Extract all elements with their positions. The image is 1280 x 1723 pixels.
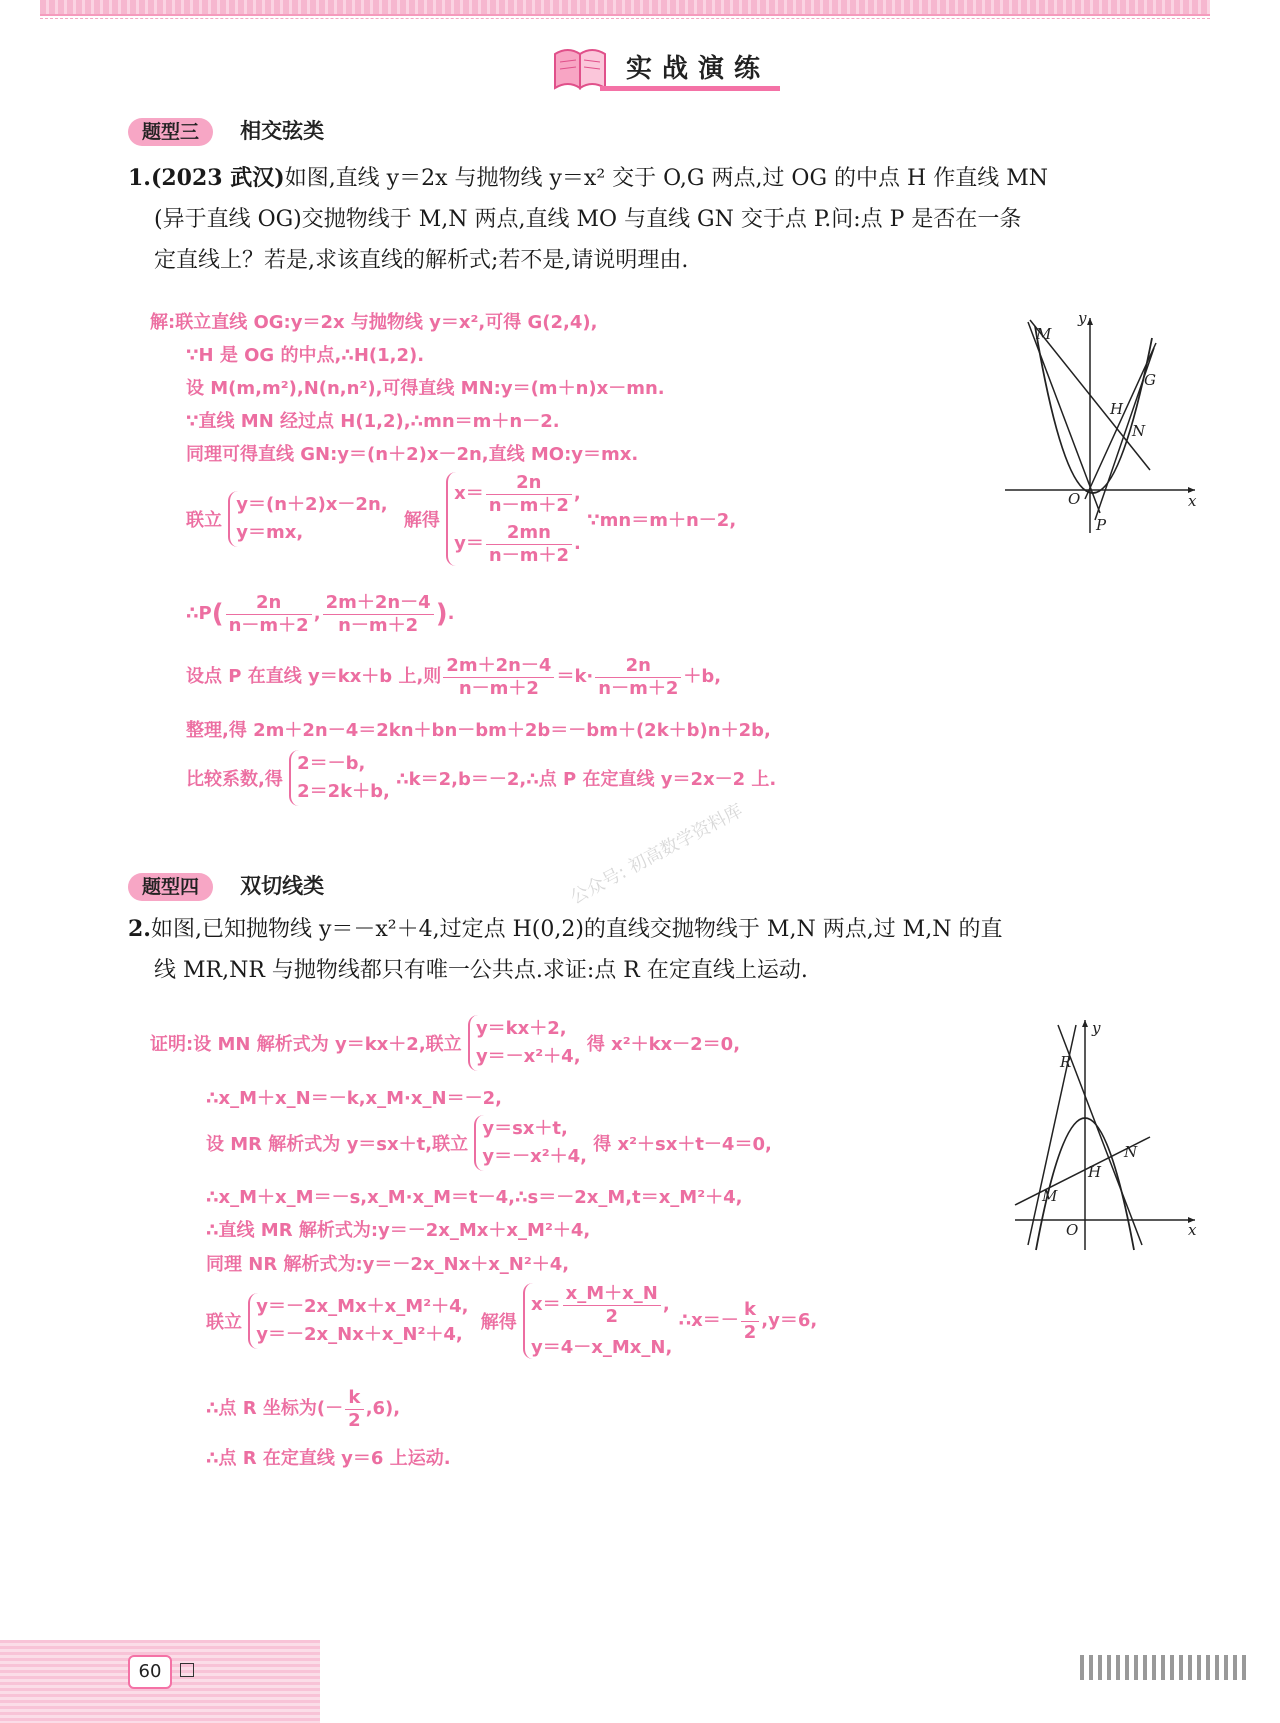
p2-y-sol: y＝4－x_Mx_N, bbox=[531, 1337, 673, 1359]
p1-set-line bbox=[186, 655, 721, 699]
p2-l5: ∴直线 MR 解析式为:y＝－2x_Mx＋x_M²＋4, bbox=[206, 1220, 591, 1241]
p1-fig-label-g: G bbox=[1144, 371, 1156, 389]
p1-p-prefix: ∴P bbox=[186, 603, 212, 625]
p2-line1 bbox=[150, 1015, 740, 1071]
p1-system-brace bbox=[228, 491, 387, 547]
p1-sys1b: y＝mx, bbox=[236, 522, 304, 544]
p2-fig-label-y: y bbox=[1092, 1019, 1101, 1037]
p1-x-eq: x＝ bbox=[454, 483, 484, 505]
p1-after-sol: ∵mn＝m＋n－2, bbox=[587, 510, 737, 532]
problem1-line3: 定直线上？若是,求该直线的解析式;若不是,请说明理由. bbox=[154, 248, 689, 273]
section4-category: 双切线类 bbox=[240, 874, 325, 898]
section-header bbox=[550, 42, 800, 98]
p2-sys1b: y＝－x²＋4, bbox=[475, 1046, 581, 1067]
p1-y-num: 2mn bbox=[486, 522, 572, 545]
p1-p-frac2 bbox=[323, 592, 434, 636]
p1-y-eq: y＝ bbox=[454, 533, 484, 555]
top-decorative-band bbox=[40, 0, 1210, 16]
p1-point-p: ∴P( $\frac{2n}{n-m+2}$ , $\frac{2m+2n-4}{n-m+2}$ ). bbox=[186, 592, 455, 636]
p1-simplify: 整理,得 2m＋2n－4＝2kn＋bn－bm＋2b＝－bm＋(2k＋b)n＋2b, bbox=[186, 720, 771, 741]
p2-fig-label-n: N bbox=[1124, 1143, 1138, 1161]
p2-sys2b: y＝－x²＋4, bbox=[482, 1146, 587, 1167]
p1-set-num2: 2n bbox=[595, 655, 681, 678]
p1-set-frac1 bbox=[443, 655, 554, 699]
p2-fig-label-m: M bbox=[1042, 1187, 1058, 1205]
p2-sys3a: y＝－2x_Mx＋x_M²＋4, bbox=[256, 1296, 469, 1318]
p1-sol-l2: ∵H 是 OG 的中点,∴H(1,2). bbox=[186, 345, 425, 366]
problem1-line2: (异于直线 OG)交抛物线于 M,N 两点,直线 MO 与直线 GN 交于点 P.问:点 P 是否在一条 bbox=[154, 207, 1022, 232]
p1-p-end: . bbox=[447, 603, 455, 625]
p2-coord-suffix: ,6), bbox=[365, 1398, 401, 1420]
p1-sol-l4: ∵直线 MN 经过点 H(1,2),∴mn＝m＋n－2. bbox=[186, 411, 560, 432]
p2-x-num: x_M＋x_N bbox=[563, 1283, 661, 1306]
top-divider bbox=[40, 18, 1210, 19]
p2-l1-prefix: 证明:设 MN 解析式为 y＝kx＋2,联立 bbox=[150, 1034, 462, 1055]
p1-cmp-a: 2＝－b, bbox=[297, 753, 366, 774]
p1-cmp-b: 2＝2k＋b, bbox=[297, 781, 390, 802]
p2-y6: ,y＝6, bbox=[761, 1310, 818, 1332]
p2-coord-line bbox=[206, 1387, 400, 1431]
p2-x-frac bbox=[563, 1283, 661, 1327]
problem2-figure bbox=[1010, 1015, 1200, 1255]
page-square-mark bbox=[180, 1663, 194, 1677]
p2-l2: ∴x_M＋x_N＝－k,x_M·x_N＝－2, bbox=[206, 1088, 502, 1109]
p2-k-frac bbox=[741, 1299, 760, 1343]
p2-l1-suffix: 得 x²＋kx－2＝0, bbox=[586, 1034, 741, 1055]
p2-coord-prefix: ∴点 R 坐标为(－ bbox=[206, 1398, 344, 1420]
p1-fig-parabola bbox=[1035, 326, 1152, 493]
p1-jiede: 解得 bbox=[403, 510, 440, 532]
p2-sys3b: y＝－2x_Nx＋x_N²＋4, bbox=[256, 1324, 463, 1346]
p1-set-den1: n－m＋2 bbox=[458, 677, 539, 699]
problem1-line1: 如图,直线 y＝2x 与抛物线 y＝x² 交于 O,G 两点,过 OG 的中点 H 作直线 MN bbox=[284, 166, 1048, 191]
barcode-mark bbox=[1080, 1655, 1250, 1680]
p1-p-num2: 2m＋2n－4 bbox=[323, 592, 434, 615]
page-number: 60 bbox=[128, 1655, 172, 1689]
p1-sys1a: y＝(n＋2)x－2n, bbox=[236, 494, 388, 516]
p2-therefore: ∴x＝－ bbox=[678, 1310, 739, 1332]
p1-compare-line bbox=[186, 750, 776, 806]
problem2-line1: 如图,已知抛物线 y＝－x²＋4,过定点 H(0,2)的直线交抛物线于 M,N 两点,过 M,N 的直 bbox=[150, 917, 1003, 942]
problem2-number: 2. bbox=[128, 916, 151, 942]
p1-fig-label-m: M bbox=[1036, 325, 1052, 343]
problem1-source: (2023 武汉) bbox=[150, 165, 285, 191]
p2-jiede: 解得 bbox=[480, 1312, 517, 1334]
p2-system3 bbox=[206, 1283, 817, 1359]
problem2-statement bbox=[128, 909, 1218, 991]
p2-sys1a: y＝kx＋2, bbox=[475, 1018, 567, 1039]
p1-fig-line-mo bbox=[1028, 322, 1100, 513]
p1-set-num1: 2m＋2n－4 bbox=[443, 655, 554, 678]
p1-x-den: n－m＋2 bbox=[488, 494, 569, 516]
p1-solution-brace: x＝ $\frac{2n}{n-m+2}$ , y＝ $\frac{2mn}{n-m+2}$ . bbox=[446, 472, 581, 566]
p1-fig-label-y: y bbox=[1078, 309, 1087, 327]
p1-fig-y-arrow bbox=[1087, 318, 1093, 325]
problem1-figure bbox=[1000, 308, 1200, 543]
p1-set-prefix: 设点 P 在直线 y＝kx＋b 上,则 bbox=[186, 666, 442, 688]
p1-y-frac bbox=[486, 522, 572, 566]
p1-fig-label-o: O bbox=[1068, 490, 1081, 508]
p1-fig-label-h: H bbox=[1110, 400, 1124, 418]
p1-sol-l5: 同理可得直线 GN:y＝(n＋2)x－2n,直线 MO:y＝mx. bbox=[186, 444, 639, 465]
p1-system bbox=[186, 472, 736, 566]
p1-compare: 比较系数,得 bbox=[186, 769, 283, 790]
page-title: 实战演练 bbox=[626, 54, 771, 84]
p1-x-num: 2n bbox=[486, 472, 572, 495]
section4-badge: 题型四 bbox=[128, 873, 213, 901]
p2-x-eq: x＝ bbox=[531, 1294, 561, 1316]
p1-fig-label-x: x bbox=[1188, 492, 1197, 510]
p1-compare-brace bbox=[289, 750, 390, 806]
p1-fig-label-n: N bbox=[1132, 422, 1146, 440]
p1-sol-l1: 解:联立直线 OG:y＝2x 与抛物线 y＝x²,可得 G(2,4), bbox=[150, 312, 598, 333]
p1-conclusion: ∴k＝2,b＝－2,∴点 P 在定直线 y＝2x－2 上. bbox=[396, 769, 777, 790]
p2-fig-label-o: O bbox=[1066, 1221, 1079, 1239]
p2-sys2-brace bbox=[474, 1115, 587, 1171]
p1-x-frac bbox=[486, 472, 572, 516]
p1-y-den: n－m＋2 bbox=[488, 544, 569, 566]
problem1-statement bbox=[128, 158, 1208, 281]
p2-fig-y-arrow bbox=[1082, 1020, 1088, 1027]
p2-coord-num: k bbox=[345, 1387, 364, 1410]
p1-fig-label-p: P bbox=[1096, 516, 1107, 534]
p2-coord-den: 2 bbox=[348, 1409, 361, 1431]
p2-k-den: 2 bbox=[743, 1321, 757, 1343]
p2-conclusion: ∴点 R 在定直线 y＝6 上运动. bbox=[206, 1448, 451, 1469]
p1-set-end: ＋b, bbox=[683, 666, 722, 688]
p2-sys1-brace bbox=[468, 1015, 581, 1071]
p2-k-num: k bbox=[741, 1299, 760, 1322]
p2-l3-suffix: 得 x²＋sx＋t－4＝0, bbox=[593, 1134, 772, 1155]
watermark: 公众号: 初高数学资料库 bbox=[566, 800, 747, 909]
problem1-number: 1. bbox=[128, 165, 151, 191]
section3-heading bbox=[128, 115, 324, 145]
p2-fig-label-h: H bbox=[1088, 1163, 1102, 1181]
p2-fig-label-x: x bbox=[1188, 1221, 1197, 1239]
p2-l4: ∴x_M＋x_M＝－s,x_M·x_M＝t－4,∴s＝－2x_M,t＝x_M²＋4, bbox=[206, 1187, 743, 1208]
p2-coord-frac bbox=[345, 1387, 364, 1431]
p1-sol-l3: 设 M(m,m²),N(n,n²),可得直线 MN:y＝(m＋n)x－mn. bbox=[186, 378, 665, 399]
p2-solution-brace: x＝ $\frac{x\_M+x\_N}{2}$ , y＝4－x_Mx_N, bbox=[523, 1283, 672, 1359]
p1-p-den2: n－m＋2 bbox=[338, 614, 419, 636]
p2-l6: 同理 NR 解析式为:y＝－2x_Nx＋x_N²＋4, bbox=[206, 1254, 570, 1275]
p2-lianli: 联立 bbox=[206, 1312, 242, 1334]
p1-fig-line-og bbox=[1085, 343, 1156, 499]
section4-heading bbox=[128, 870, 324, 900]
p2-l3-prefix: 设 MR 解析式为 y＝sx＋t,联立 bbox=[206, 1134, 469, 1155]
p2-fig-label-r: R bbox=[1060, 1053, 1072, 1071]
section3-badge: 题型三 bbox=[128, 118, 213, 146]
p2-sys3-brace bbox=[248, 1293, 468, 1349]
p1-lianli: 联立 bbox=[186, 510, 222, 532]
p1-p-num1: 2n bbox=[226, 592, 312, 615]
p1-set-mid: ＝k· bbox=[556, 666, 594, 688]
section3-category: 相交弦类 bbox=[240, 119, 325, 143]
p1-set-den2: n－m＋2 bbox=[598, 677, 679, 699]
p2-line3 bbox=[206, 1115, 772, 1171]
p1-set-frac2 bbox=[595, 655, 681, 699]
problem2-line2: 线 MR,NR 与抛物线都只有唯一公共点.求证:点 R 在定直线上运动. bbox=[154, 958, 808, 983]
p1-p-frac1 bbox=[226, 592, 312, 636]
p2-x-den: 2 bbox=[605, 1305, 618, 1327]
p2-sys2a: y＝sx＋t, bbox=[482, 1118, 568, 1139]
p1-p-den1: n－m＋2 bbox=[228, 614, 309, 636]
